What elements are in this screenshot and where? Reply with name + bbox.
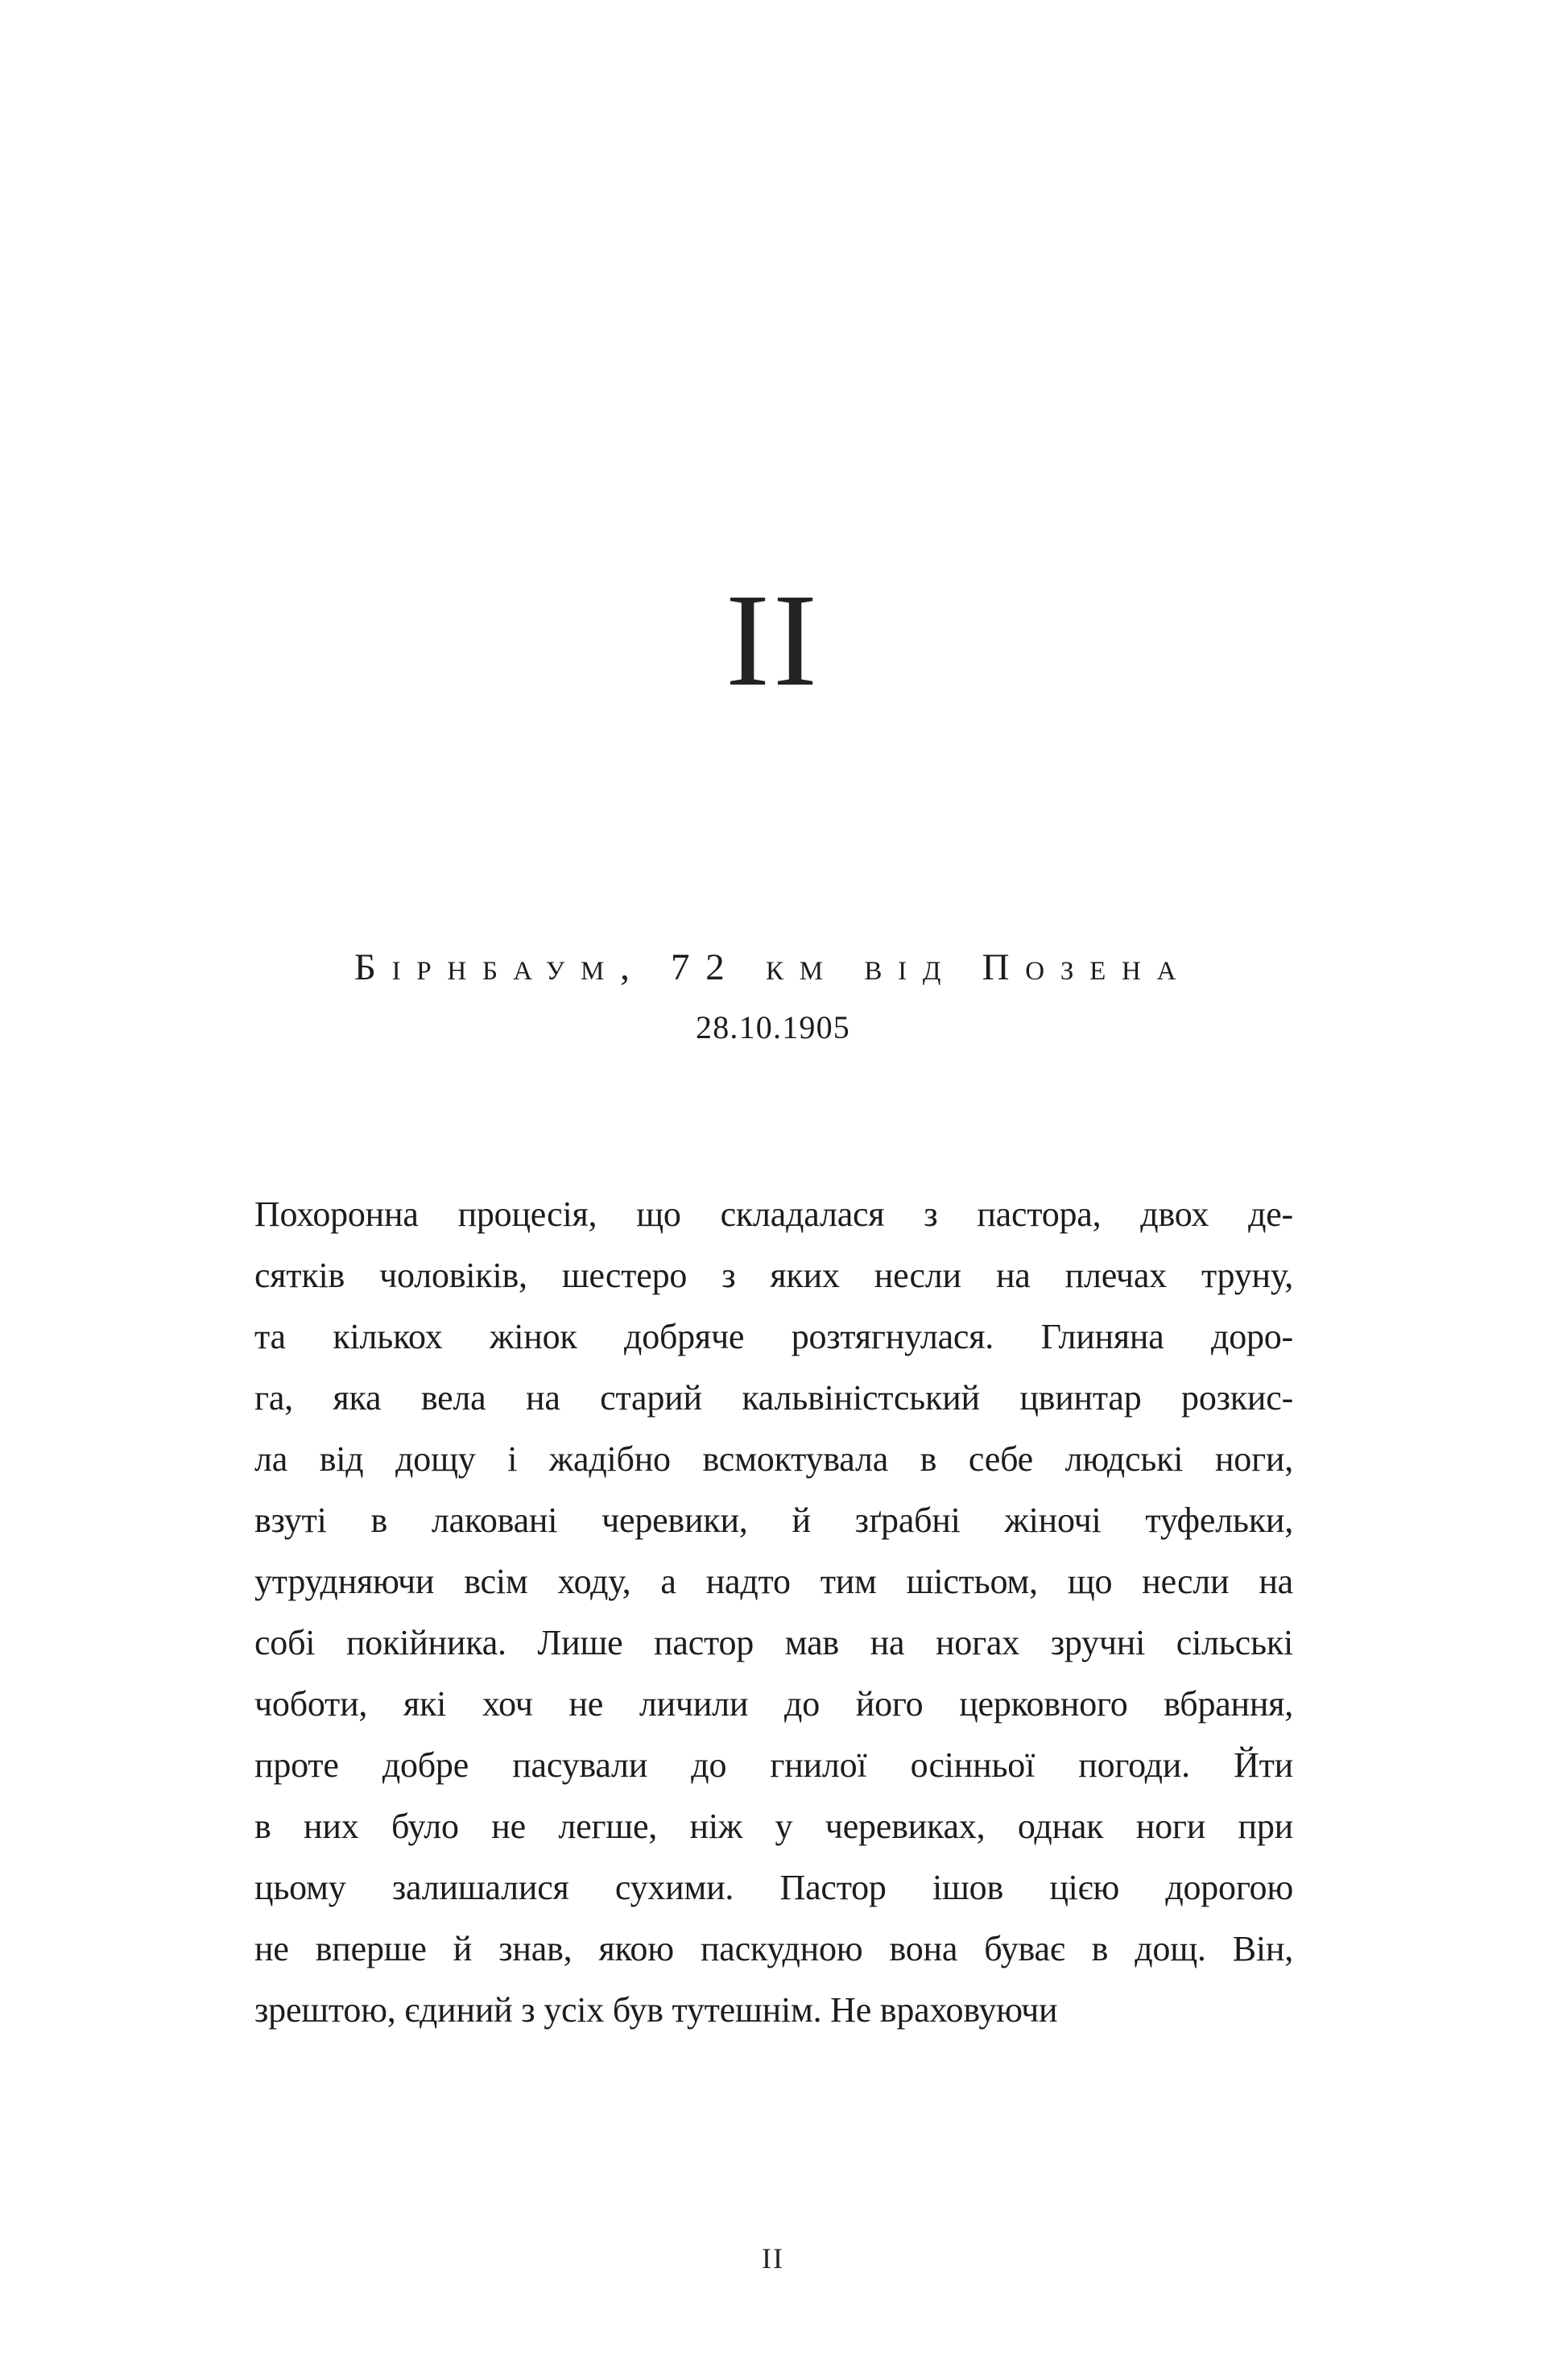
body-line: сятків чоловіків, шестеро з яких несли на плечах труну,	[254, 1256, 1293, 1295]
body-line: ла від дощу і жадібно всмоктувала в себе людські ноги,	[254, 1439, 1293, 1479]
body-line: не вперше й знав, якою паскудною вона буває в дощ. Він,	[254, 1929, 1293, 1968]
page-number: II	[762, 2242, 784, 2274]
body-line: собі покійника. Лише пастор мав на ногах зручні сільські	[254, 1623, 1293, 1662]
body-line: га, яка вела на старий кальвіністський цвинтар розкис-	[254, 1378, 1293, 1418]
body-line: та кількох жінок добряче розтягнулася. Глиняна доро-	[254, 1317, 1293, 1356]
body-line: утрудняючи всім ходу, а надто тим шістьом, що несли на	[254, 1562, 1293, 1601]
body-line: в них було не легше, ніж у черевиках, однак ноги при	[254, 1807, 1293, 1846]
section-heading: Бірнбаум, 72 км від Позена	[353, 946, 1193, 988]
body-line: взуті в лаковані черевики, й зґрабні жіночі туфельки,	[254, 1500, 1293, 1540]
body-line: цьому залишалися сухими. Пастор ішов цією дорогою	[254, 1868, 1293, 1907]
body-text	[254, 1184, 1293, 2041]
chapter-number: II	[725, 566, 821, 714]
body-line: зрештою, єдиний з усіх був тутешнім. Не враховуючи	[254, 1990, 1058, 2030]
body-line: чоботи, які хоч не личили до його церковного вбрання,	[254, 1684, 1293, 1724]
body-line: проте добре пасували до гнилої осінньої погоди. Йти	[254, 1745, 1293, 1785]
section-date: 28.10.1905	[696, 1009, 850, 1045]
body-line: Похоронна процесія, що складалася з пастора, двох де-	[254, 1194, 1293, 1234]
